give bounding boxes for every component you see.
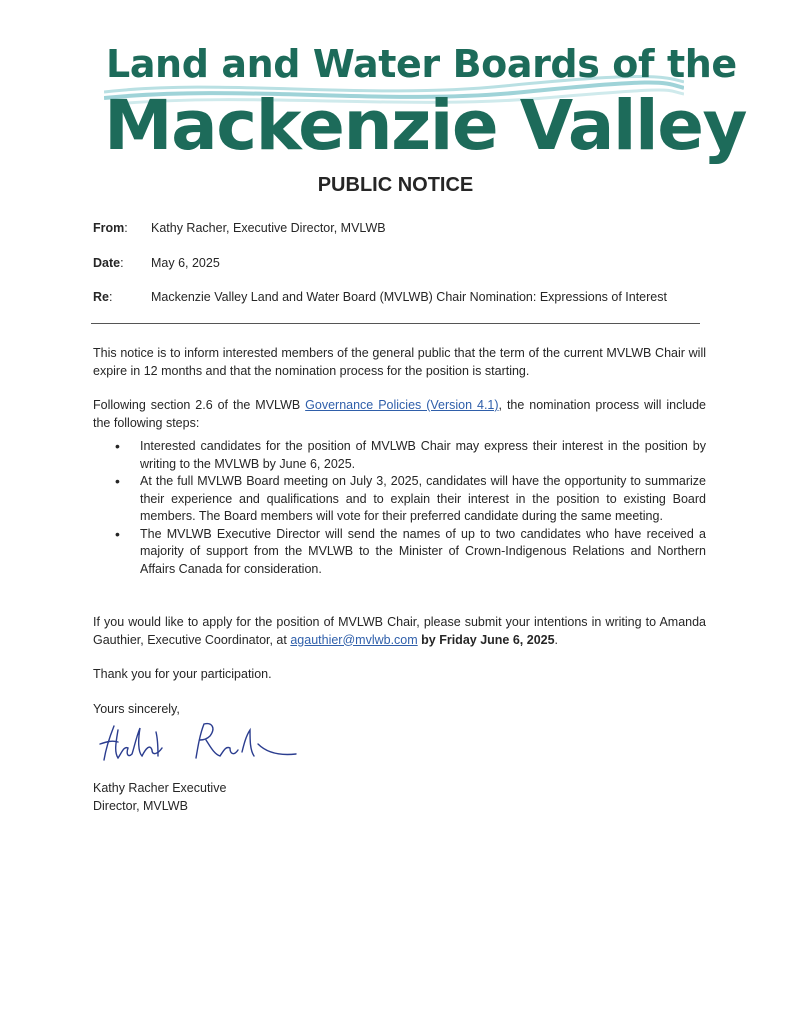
governance-text-before: Following section 2.6 of the MVLWB [93, 398, 306, 412]
letterhead-logo [104, 40, 746, 170]
governance-text-after: , the nomination process will include the following steps: [93, 398, 706, 430]
governance-policies-link[interactable]: Governance Policies (Version 4.1) [305, 398, 499, 412]
meta-date: Date: May 6, 2025 [93, 256, 220, 270]
thanks-text: Thank you for your participation. [93, 667, 272, 681]
signatory-line1: Kathy Racher Executive [93, 781, 227, 795]
signatory-name [93, 779, 293, 815]
date-value: May 6, 2025 [151, 256, 220, 270]
email-link[interactable]: agauthier@mvlwb.com [290, 632, 418, 647]
meta-from: From: Kathy Racher, Executive Director, MVLWB [93, 221, 386, 235]
deadline-text: by Friday June 6, 2025 [417, 632, 555, 647]
date-label: Date [93, 256, 121, 270]
signature-icon [92, 718, 302, 768]
paragraph-intro: This notice is to inform interested members of the general public that the term of the current MVLWB Chair will expire in 12 months and that the nomination process for the position is starting. [93, 346, 706, 378]
from-value: Kathy Racher, Executive Director, MVLWB [151, 221, 386, 235]
divider [91, 323, 700, 324]
re-value: Mackenzie Valley Land and Water Board (MVLWB) Chair Nomination: Expressions of Interest [151, 290, 667, 304]
from-label: From [93, 221, 125, 235]
paragraph-apply [93, 614, 706, 649]
apply-text-end: . [554, 632, 559, 647]
letterhead-line1: Land and Water Boards of the [106, 42, 737, 86]
letterhead-line2: Mackenzie Valley [104, 86, 746, 166]
list-item: • At the full MVLWB Board meeting on July 3, 2025, candidates will have the opportunity to summarize their experience and qualifications and to explain their interest in the position to existing Board members. The Board members will vote for their preferred candidate during the same meeting. [93, 473, 706, 526]
meta-re: Re: Mackenzie Valley Land and Water Board (MVLWB) Chair Nomination: Expressions of Interest [93, 290, 667, 304]
re-label: Re [93, 290, 109, 304]
steps-list [93, 438, 706, 578]
list-item: • The MVLWB Executive Director will send the names of up to two candidates who have received a majority of support from the MVLWB to the Minister of Crown-Indigenous Relations and Northern Affairs Canada for consideration. [93, 526, 706, 579]
list-item: • Interested candidates for the position of MVLWB Chair may express their interest in the position by writing to the MVLWB by June 6, 2025. [93, 438, 706, 473]
signatory-line2: Director, MVLWB [93, 799, 188, 813]
closing-text: Yours sincerely, [93, 702, 180, 716]
paragraph-governance [93, 397, 706, 432]
page-title: PUBLIC NOTICE [317, 174, 474, 196]
apply-text: If you would like to apply for the position of MVLWB Chair, please submit your intentions in writing to Amanda Gauthier, Executive Coordinator, at [93, 615, 706, 647]
